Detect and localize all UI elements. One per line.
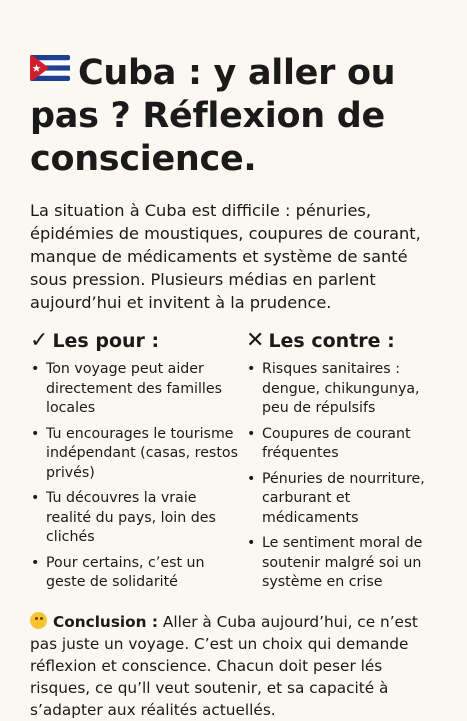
list-item: • Le sentiment moral de soutenir malgré soi un système en crise (247, 535, 423, 590)
title-text: Cuba : y aller ou pas ? Réflexion de conscience. (30, 53, 396, 179)
intro-paragraph: La situation à Cuba est difficile : pénuries, épidémies de moustiques, coupures de courant, manque de médicaments et système de santé sous pression. Plusieurs médias en parlent aujourd’hui et invitent à la prudence. (30, 201, 421, 312)
page-title (30, 0, 441, 181)
list-item: • Risques sanitaires : dengue, chikungunya, peu de répulsifs (247, 361, 420, 416)
pros-heading-text: Les pour : (52, 329, 160, 352)
pros-cons-columns (30, 328, 441, 599)
pros-list (30, 360, 246, 593)
bullet-icon: • (31, 554, 40, 571)
list-item: • Tu encourages le tourisme indépendant (casas, restos privés) (31, 425, 238, 481)
cross-icon: ✕ (246, 328, 265, 353)
check-icon: ✓ (30, 328, 49, 353)
cons-column (246, 328, 441, 599)
conclusion-paragraph (30, 611, 441, 721)
list-item: • Tu découvres la vraie realité du pays, loin des clichés (31, 490, 216, 545)
conclusion-label: Conclusion : (53, 612, 159, 631)
bullet-icon: • (247, 470, 256, 487)
list-item: • Ton voyage peut aider directement des familles locales (31, 361, 222, 416)
cuba-flag-icon (30, 55, 70, 81)
bullet-icon: • (247, 361, 256, 377)
list-item: • Coupures de courant fréquentes (247, 425, 411, 461)
list-item: • Pénuries de nourriture, carburant et médicaments (247, 470, 425, 526)
thinking-face-icon (30, 612, 47, 629)
bullet-icon: • (247, 535, 256, 551)
pros-heading (30, 328, 246, 353)
cons-list (246, 360, 441, 593)
pros-column (30, 328, 246, 599)
bullet-icon: • (31, 425, 40, 442)
conclusion-text: Aller à Cuba aujourd’hui, ce n’est pas juste un voyage. C’est un choix qui demande réflexion et conscience. Chacun doit peser lés risques, ce qu’ll veut soutenir, et sa capacité à s’adapter aux réalités actuellés. (30, 612, 418, 719)
bullet-icon: • (247, 425, 256, 442)
cons-heading (246, 328, 441, 353)
bullet-icon: • (31, 490, 40, 506)
bullet-icon: • (31, 361, 40, 377)
cons-heading-text: Les contre : (268, 329, 395, 352)
list-item: • Pour certains, c’est un geste de solidarité (31, 554, 205, 590)
